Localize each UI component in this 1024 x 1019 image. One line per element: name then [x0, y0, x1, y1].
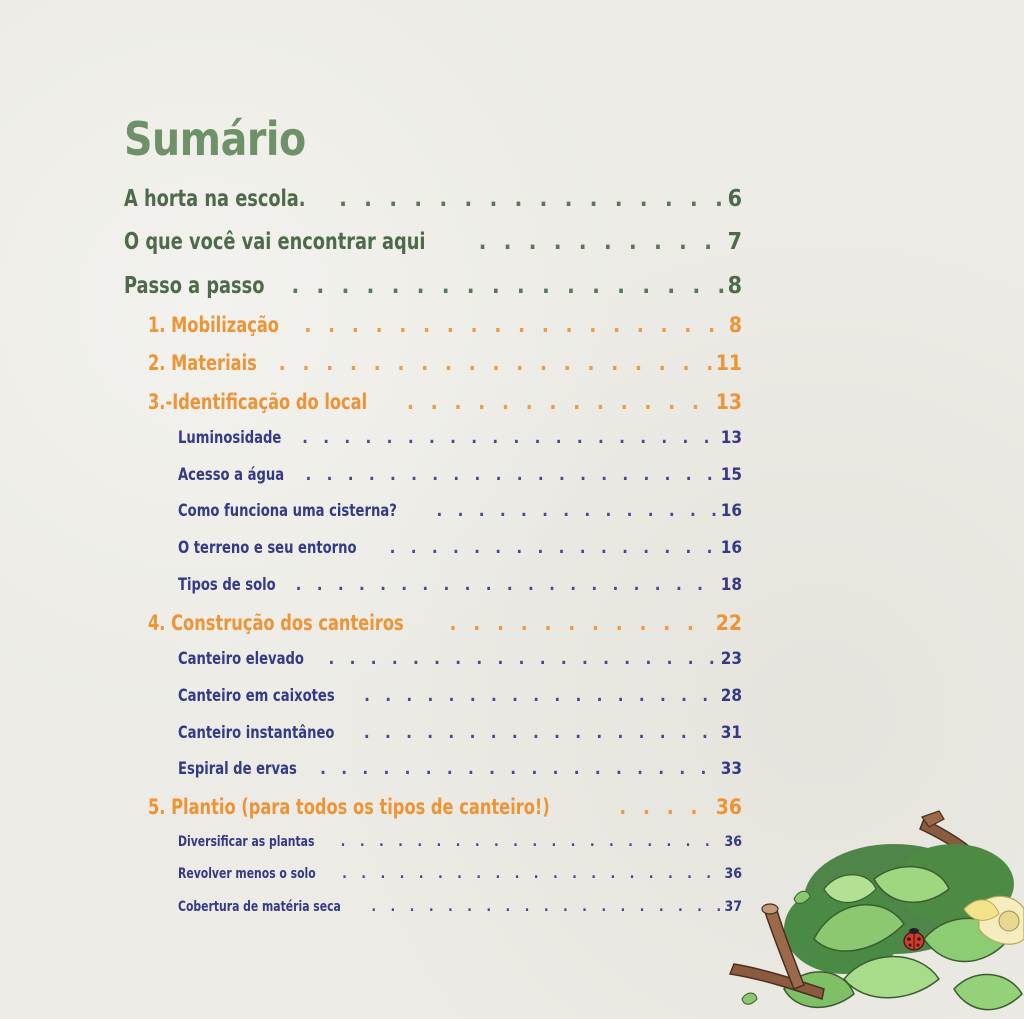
toc-entry-label: Acesso a água: [178, 465, 285, 485]
toc-entry[interactable]: [124, 186, 742, 212]
toc-leader-dots: [449, 611, 711, 635]
toc-leader-dots: [479, 229, 724, 255]
toc-entry-label: 5. Plantio (para todos os tipos de canteiro!): [148, 795, 550, 819]
toc-leader-dots: [305, 465, 716, 485]
toc-leader-dots: [342, 866, 720, 882]
toc-entry-label: O que você vai encontrar aqui: [124, 229, 426, 255]
toc-entry-label: O terreno e seu entorno: [178, 538, 357, 558]
toc-leader-dots: [320, 759, 717, 779]
plant-with-ladybug-illustration: [724, 789, 1024, 1019]
toc-entry-page: 36: [724, 866, 742, 882]
toc-leader-dots: [279, 351, 712, 375]
toc-entry[interactable]: [178, 834, 742, 850]
toc-entry-page: 28: [720, 686, 742, 706]
toc-entry[interactable]: [178, 501, 742, 521]
toc-entry[interactable]: [178, 538, 742, 558]
toc-entry-page: 23: [720, 649, 742, 669]
toc-leader-dots: [304, 313, 725, 337]
toc-leader-dots: [339, 186, 724, 212]
toc-leader-dots: [302, 428, 717, 448]
toc-entry-page: 36: [724, 834, 742, 850]
toc-entry-page: 22: [715, 611, 742, 635]
toc-entry[interactable]: [178, 465, 742, 485]
toc-entry-page: 13: [720, 428, 742, 448]
toc-entry[interactable]: [148, 351, 742, 375]
toc-entry[interactable]: [178, 649, 742, 669]
toc-entry-label: 3.-Identificação do local: [148, 390, 368, 414]
toc-entry[interactable]: [148, 795, 742, 819]
toc-entry-label: Tipos de solo: [178, 575, 276, 595]
toc-entry-label: Canteiro elevado: [178, 649, 304, 669]
toc-entry[interactable]: [178, 428, 742, 448]
toc-leader-dots: [296, 575, 717, 595]
toc-leader-dots: [291, 273, 723, 299]
toc-entry-label: Espiral de ervas: [178, 759, 297, 779]
toc-entry-label: 4. Construção dos canteiros: [148, 611, 404, 635]
toc-leader-dots: [341, 834, 721, 850]
page-title: Sumário: [124, 112, 306, 166]
toc-leader-dots: [436, 501, 716, 521]
toc-entry-label: Cobertura de matéria seca: [178, 899, 341, 915]
toc-leader-dots: [364, 686, 717, 706]
toc-entry-label: 2. Materiais: [148, 351, 257, 375]
toc-entry-label: Revolver menos o solo: [178, 866, 316, 882]
toc-entry[interactable]: [124, 229, 742, 255]
toc-entry[interactable]: [148, 390, 742, 414]
toc-entry-label: Diversificar as plantas: [178, 834, 315, 850]
toc-entry-label: A horta na escola.: [124, 186, 306, 212]
toc-leader-dots: [371, 899, 720, 915]
toc-leader-dots: [328, 649, 716, 669]
toc-entry[interactable]: [178, 723, 742, 743]
toc-entry-page: 7: [727, 229, 742, 255]
toc-entry-label: Canteiro em caixotes: [178, 686, 335, 706]
toc-entry[interactable]: [148, 611, 742, 635]
toc-entry[interactable]: [178, 686, 742, 706]
toc-leader-dots: [619, 795, 712, 819]
toc-leader-dots: [407, 390, 712, 414]
toc-entry-label: 1. Mobilização: [148, 313, 279, 337]
toc-entry[interactable]: [148, 313, 742, 337]
toc-entry-page: 31: [720, 723, 742, 743]
toc-entry-page: 11: [715, 351, 742, 375]
toc-entry-page: 16: [720, 501, 742, 521]
toc-entry-page: 8: [728, 313, 742, 337]
toc-entry[interactable]: [124, 273, 742, 299]
toc-entry-label: Como funciona uma cisterna?: [178, 501, 397, 521]
toc-entry-page: 6: [727, 186, 742, 212]
toc-entry-page: 18: [720, 575, 742, 595]
toc-entry-page: 37: [724, 899, 742, 915]
toc-entry-page: 13: [715, 390, 742, 414]
toc-leader-dots: [364, 723, 717, 743]
toc-entry-page: 36: [715, 795, 742, 819]
toc-entry-label: Luminosidade: [178, 428, 282, 448]
toc-entry[interactable]: [178, 899, 742, 915]
toc-entry[interactable]: [178, 759, 742, 779]
toc-entry[interactable]: [178, 866, 742, 882]
toc-entry-page: 16: [720, 538, 742, 558]
toc-entry[interactable]: [178, 575, 742, 595]
toc-entry-page: 8: [727, 273, 742, 299]
toc-leader-dots: [390, 538, 717, 558]
toc-entry-label: Canteiro instantâneo: [178, 723, 335, 743]
toc-entry-label: Passo a passo: [124, 273, 265, 299]
toc-entry-page: 33: [720, 759, 742, 779]
toc-entry-page: 15: [720, 465, 742, 485]
